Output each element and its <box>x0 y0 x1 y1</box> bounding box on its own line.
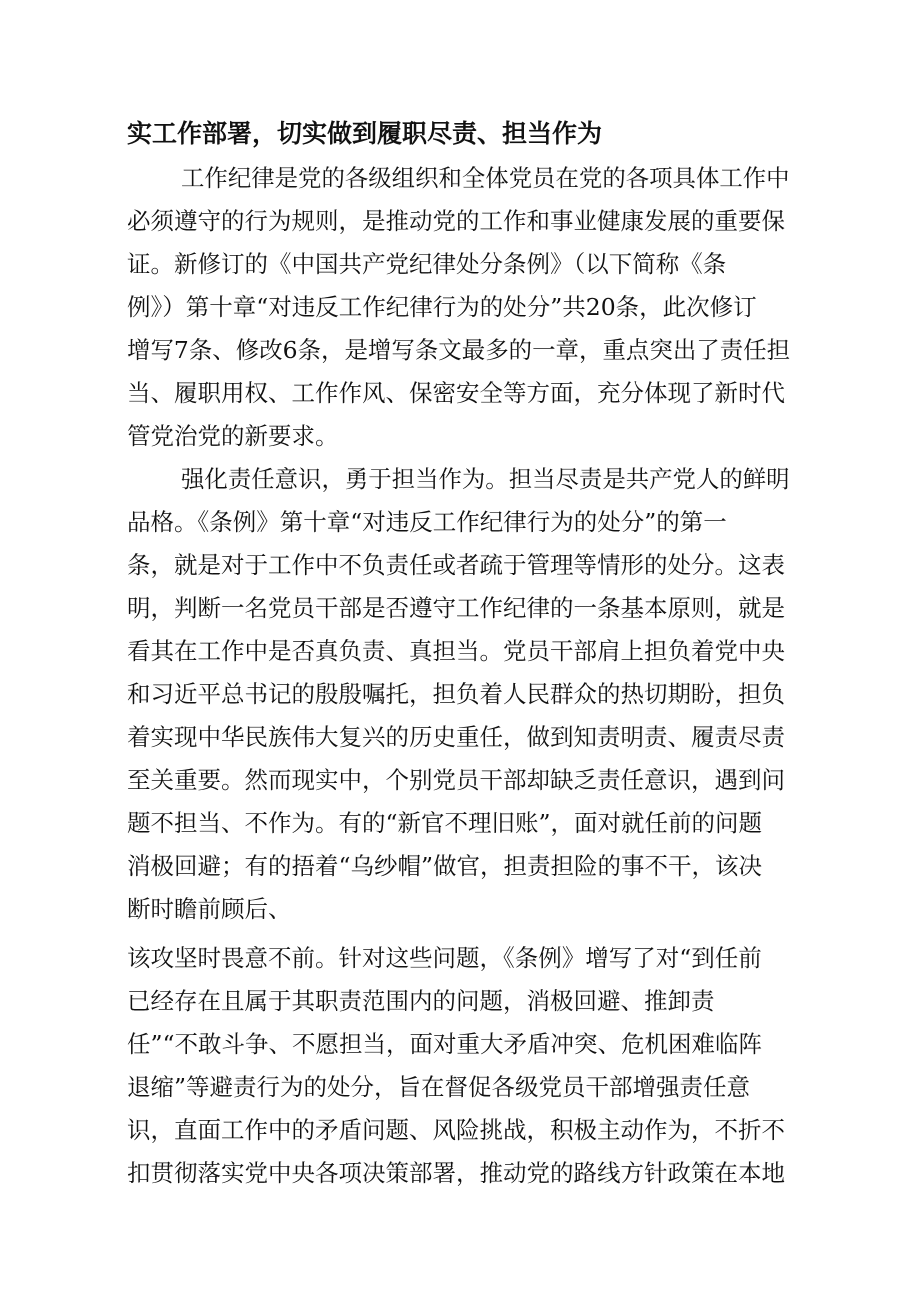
paragraph-1-line-1: 工作纪律是党的各级组织和全体党员在党的各项具体工作中 <box>181 164 790 192</box>
paragraph-1-line-7: 管党治党的新要求。 <box>127 422 339 450</box>
paragraph-1-line-6: 当、履职用权、工作作风、保密安全等方面，充分体现了新时代 <box>127 379 785 407</box>
paragraph-2-line-13: 已经存在且属于其职责范围内的问题，消极回避、推卸责 <box>127 987 715 1015</box>
paragraph-2-line-7: 着实现中华民族伟大复兴的历史重任，做到知责明责、履责尽责 <box>127 723 785 751</box>
paragraph-1-line-3: 证。新修订的《中国共产党纪律处分条例》（以下简称《条 <box>127 250 727 278</box>
paragraph-2-line-9: 题不担当、不作为。有的“新官不理旧账”，面对就任前的问题 <box>127 809 763 837</box>
paragraph-2-line-1: 强化责任意识，勇于担当作为。担当尽责是共产党人的鲜明 <box>181 465 790 493</box>
paragraph-2-line-2: 品格。《条例》第十章“对违反工作纪律行为的处分”的第一 <box>127 508 727 536</box>
paragraph-2-line-5: 看其在工作中是否真负责、真担当。党员干部肩上担负着党中央 <box>127 637 785 665</box>
paragraph-2-line-12: 该攻坚时畏意不前。针对这些问题，《条例》增写了对“到任前 <box>127 944 762 972</box>
section-heading: 实工作部署，切实做到履职尽责、担当作为 <box>127 119 603 148</box>
paragraph-2-line-16: 识，直面工作中的矛盾问题、风险挑战，积极主动作为，不折不 <box>127 1116 785 1144</box>
paragraph-2-line-14: 任”“不敢斗争、不愿担当，面对重大矛盾冲突、危机困难临阵 <box>127 1030 763 1058</box>
paragraph-2-line-17: 扣贯彻落实党中央各项决策部署，推动党的路线方针政策在本地 <box>127 1159 785 1187</box>
paragraph-2-line-4: 明，判断一名党员干部是否遵守工作纪律的一条基本原则，就是 <box>127 594 785 622</box>
paragraph-2-line-15: 退缩”等避责行为的处分，旨在督促各级党员干部增强责任意 <box>127 1073 751 1101</box>
paragraph-2-line-3: 条，就是对于工作中不负责任或者疏于管理等情形的处分。这表 <box>127 551 785 579</box>
paragraph-1-line-4: 例》）第十章“对违反工作纪律行为的处分”共20条，此次修订 <box>127 293 757 321</box>
paragraph-1-line-5: 增写7条、修改6条，是增写条文最多的一章，重点突出了责任担 <box>127 336 791 364</box>
paragraph-1-line-2: 必须遵守的行为规则，是推动党的工作和事业健康发展的重要保 <box>127 207 785 235</box>
paragraph-2-line-11: 断时瞻前顾后、 <box>127 895 292 923</box>
paragraph-2-line-8: 至关重要。然而现实中，个别党员干部却缺乏责任意识，遇到问 <box>127 766 785 794</box>
paragraph-2-line-10: 消极回避；有的捂着“乌纱帽”做官，担责担险的事不干，该决 <box>127 852 763 880</box>
paragraph-2-line-6: 和习近平总书记的殷殷嘱托，担负着人民群众的热切期盼，担负 <box>127 680 785 708</box>
